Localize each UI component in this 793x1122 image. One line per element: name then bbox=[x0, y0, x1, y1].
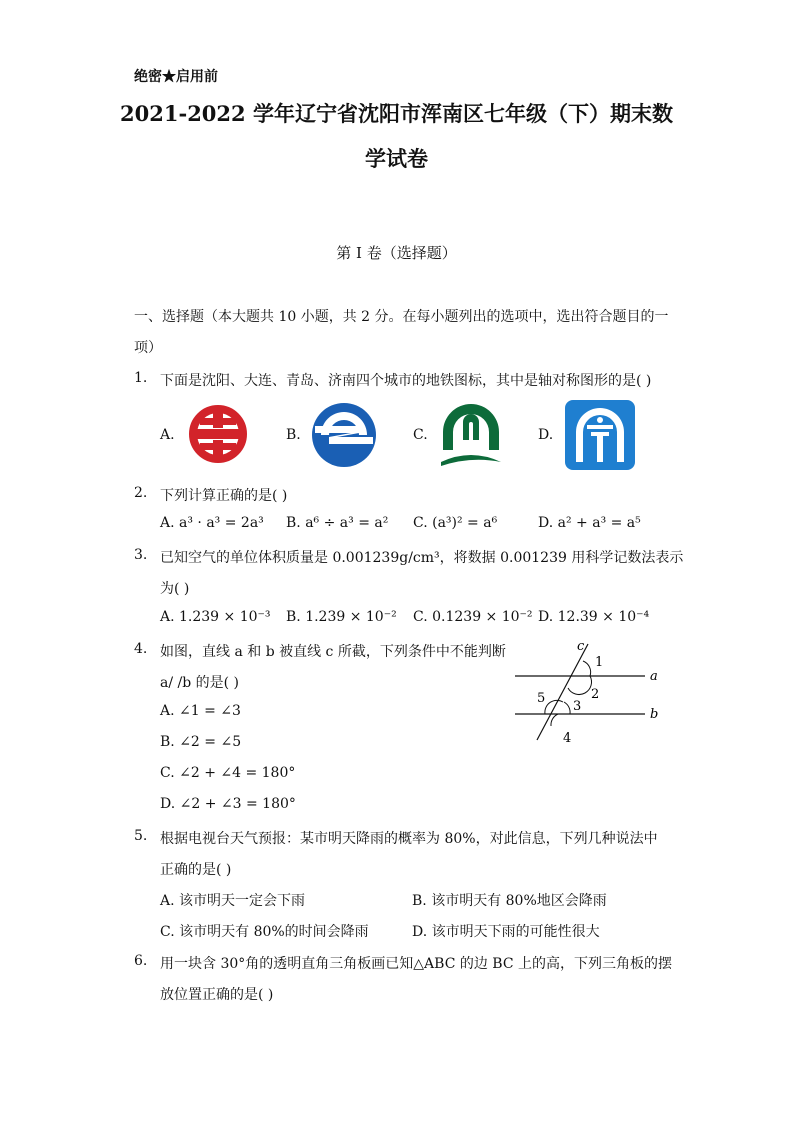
question-4-option-c: C. ∠2 + ∠4 = 180° bbox=[160, 765, 296, 781]
label-angle-2: 2 bbox=[591, 687, 600, 702]
question-2-number: 2. bbox=[134, 485, 148, 501]
question-6-number: 6. bbox=[134, 953, 148, 969]
question-5-option-d: D. 该市明天下雨的可能性很大 bbox=[412, 924, 600, 940]
question-1-text: 下面是沈阳、大连、青岛、济南四个城市的地铁图标，其中是轴对称图形的是( ) bbox=[160, 373, 652, 389]
dalian-metro-logo-icon bbox=[311, 402, 377, 468]
question-2-option-a: A. a³ · a³ = 2a³ bbox=[160, 515, 264, 531]
question-5-number: 5. bbox=[134, 828, 148, 844]
question-2-option-c: C. (a³)² = a⁶ bbox=[413, 515, 498, 531]
angle-1-arc bbox=[583, 661, 591, 676]
question-4-text: 如图，直线 a 和 b 被直线 c 所截，下列条件中不能判断 bbox=[160, 644, 506, 660]
question-5-option-b: B. 该市明天有 80%地区会降雨 bbox=[412, 893, 607, 909]
question-3-option-d: D. 12.39 × 10⁻⁴ bbox=[538, 609, 650, 625]
shenyang-metro-logo-icon bbox=[186, 402, 250, 466]
question-3-option-c: C. 0.1239 × 10⁻² bbox=[413, 609, 533, 625]
label-b: b bbox=[650, 707, 659, 722]
question-2-option-b: B. a⁶ ÷ a³ = a² bbox=[286, 515, 389, 531]
angle-4-arc bbox=[551, 714, 558, 726]
angle-3-arc bbox=[564, 702, 570, 714]
label-angle-3: 3 bbox=[573, 699, 582, 714]
question-4-text-cont: a/ /b 的是( ) bbox=[160, 675, 240, 691]
page-title-line1: 2021-2022 学年辽宁省沈阳市浑南区七年级（下）期末数 bbox=[120, 101, 673, 126]
qingdao-metro-logo-icon bbox=[437, 400, 505, 470]
question-1-number: 1. bbox=[134, 370, 148, 386]
angle-2-arc bbox=[568, 676, 592, 695]
label-angle-4: 4 bbox=[563, 731, 572, 746]
question-3-text-cont: 为( ) bbox=[160, 581, 190, 597]
label-a: a bbox=[650, 669, 658, 684]
question-1-option-c: C. bbox=[413, 427, 428, 443]
part-heading: 第 I 卷（选择题） bbox=[336, 244, 457, 262]
label-c: c bbox=[577, 639, 585, 654]
label-angle-5: 5 bbox=[537, 691, 546, 706]
question-4-option-d: D. ∠2 + ∠3 = 180° bbox=[160, 796, 296, 812]
question-6-text-cont: 放位置正确的是( ) bbox=[160, 987, 274, 1003]
question-2-option-d: D. a² + a³ = a⁵ bbox=[538, 515, 641, 531]
question-3-number: 3. bbox=[134, 547, 148, 563]
question-5-option-a: A. 该市明天一定会下雨 bbox=[160, 893, 306, 909]
question-5-text: 根据电视台天气预报：某市明天降雨的概率为 80%，对此信息，下列几种说法中 bbox=[160, 831, 658, 847]
section-instructions-line1: 一、选择题（本大题共 10 小题，共 2 分。在每小题列出的选项中，选出符合题目的一 bbox=[134, 309, 669, 325]
jinan-metro-logo-icon bbox=[565, 400, 635, 470]
question-1-option-d: D. bbox=[538, 427, 554, 443]
secret-label: 绝密★启用前 bbox=[134, 69, 218, 85]
question-4-option-a: A. ∠1 = ∠3 bbox=[160, 703, 241, 719]
question-3-text: 已知空气的单位体积质量是 0.001239g/cm³，将数据 0.001239 用科学记数法表示 bbox=[160, 550, 684, 566]
question-5-option-c: C. 该市明天有 80%的时间会降雨 bbox=[160, 924, 369, 940]
question-3-option-b: B. 1.239 × 10⁻² bbox=[286, 609, 397, 625]
page-title-line2: 学试卷 bbox=[365, 146, 428, 171]
question-2-text: 下列计算正确的是( ) bbox=[160, 488, 288, 504]
question-3-option-a: A. 1.239 × 10⁻³ bbox=[160, 609, 271, 625]
parallel-lines-figure bbox=[505, 636, 675, 748]
question-1-option-a: A. bbox=[160, 427, 175, 443]
question-4-number: 4. bbox=[134, 641, 148, 657]
question-6-text: 用一块含 30°角的透明直角三角板画已知△ABC 的边 BC 上的高，下列三角板的摆 bbox=[160, 956, 673, 972]
label-angle-1: 1 bbox=[595, 655, 604, 670]
question-4-option-b: B. ∠2 = ∠5 bbox=[160, 734, 242, 750]
section-instructions-line2: 项） bbox=[134, 340, 162, 356]
question-1-option-b: B. bbox=[286, 427, 301, 443]
question-5-text-cont: 正确的是( ) bbox=[160, 862, 232, 878]
